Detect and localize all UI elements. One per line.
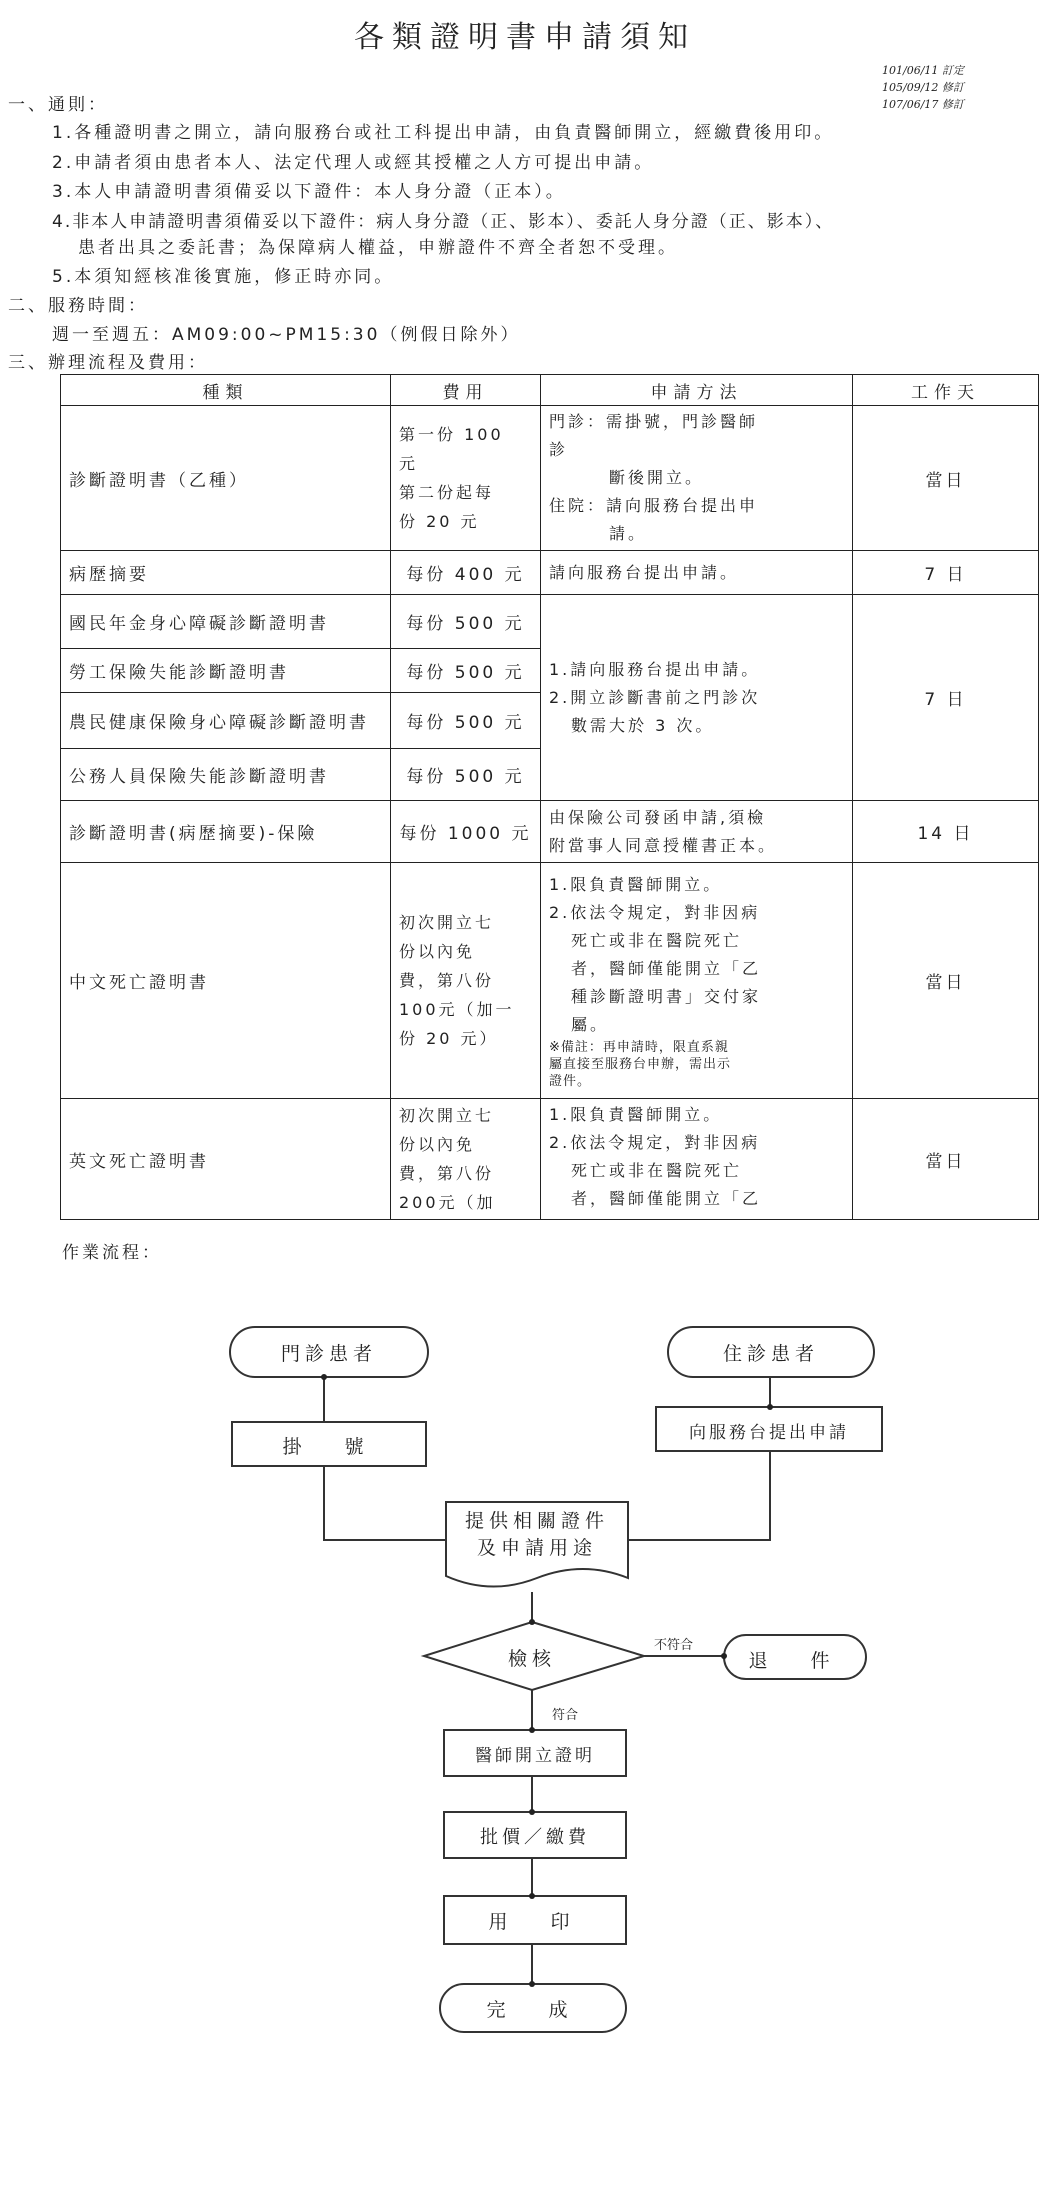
fee-cell	[391, 1099, 541, 1220]
apply-label: 向服務台提出申請	[689, 1423, 849, 1443]
table-row	[61, 1099, 1039, 1220]
table-row	[61, 863, 1039, 1099]
fee-line: 份以內免	[399, 942, 476, 961]
outpatient-label: 門診患者	[280, 1343, 377, 1365]
fee-cell: 每份 500 元	[391, 649, 541, 693]
provide-line: 提供相關證件	[464, 1510, 609, 1532]
method-line: 門診：需掛號，門診醫師	[549, 412, 759, 431]
table-row	[61, 551, 1039, 595]
table-header-row	[61, 375, 1039, 406]
fee-line: 費，第八份	[399, 971, 495, 990]
method-line: 1.請向服務台提出申請。	[549, 659, 761, 679]
method-line: 數需大於 3 次。	[571, 715, 715, 735]
type-cell: 勞工保險失能診斷證明書	[61, 649, 391, 693]
group-days-cell: 7 日	[853, 595, 1039, 801]
type-cell: 國民年金身心障礙診斷證明書	[61, 595, 391, 649]
fee-line: 第二份起每	[399, 483, 495, 502]
days-cell: 當日	[853, 1099, 1039, 1220]
fee-line: 份 20 元	[399, 512, 480, 531]
general-item: 2.申請者須由患者本人、法定代理人或經其授權之人方可提出申請。	[52, 153, 655, 173]
method-line: 者，醫師僅能開立「乙	[571, 1189, 762, 1208]
revision-history	[882, 62, 964, 113]
method-line: 者，醫師僅能開立「乙	[571, 959, 762, 978]
section-general-heading: 一、通則：	[8, 95, 108, 115]
method-line: 附當事人同意授權書正本。	[549, 835, 778, 855]
connector-dot	[321, 1374, 327, 1380]
fee-cell: 每份 500 元	[391, 749, 541, 801]
method-line: 診	[549, 440, 569, 459]
connector-dot	[767, 1404, 773, 1410]
note-line: ※備註：再申請時，限直系親	[549, 1040, 729, 1055]
method-line: 2.依法令規定，對非因病	[549, 903, 761, 922]
return-label: 退 件	[748, 1650, 842, 1672]
table-row	[61, 801, 1039, 863]
general-item: 4.非本人申請證明書須備妥以下證件：病人身分證（正、影本）、委託人身分證（正、影本）、	[52, 212, 835, 232]
connector-line	[628, 1451, 770, 1540]
type-cell: 病歷摘要	[61, 551, 391, 595]
method-line: 屬。	[571, 1015, 610, 1034]
fee-cell: 每份 500 元	[391, 595, 541, 649]
method-line: 2.開立診斷書前之門診次	[549, 687, 761, 707]
section-hours-heading: 二、服務時間：	[8, 296, 148, 316]
doctor-label: 醫師開立證明	[475, 1746, 595, 1766]
method-line: 由保險公司發函申請,須檢	[549, 807, 767, 827]
fee-line: 費，第八份	[399, 1164, 495, 1183]
revision-line: 105/09/12 修訂	[882, 81, 964, 94]
group-method-cell	[541, 595, 853, 801]
revision-line: 107/06/17 修訂	[882, 98, 964, 111]
method-line: 種診斷證明書」交付家	[571, 987, 762, 1006]
connector-dot	[529, 1893, 535, 1899]
page-title: 各類證明書申請須知	[354, 20, 696, 55]
column-header: 申請方法	[541, 375, 853, 406]
fee-cell: 每份 1000 元	[391, 801, 541, 863]
method-line: 2.依法令規定，對非因病	[549, 1133, 761, 1152]
fee-line: 第一份 100	[399, 425, 504, 444]
method-line: 斷後開立。	[609, 468, 705, 487]
fee-cell	[391, 863, 541, 1099]
general-item: 1.各種證明書之開立，請向服務台或社工科提出申請，由負責醫師開立，經繳費後用印。	[52, 123, 835, 143]
fee-line: 份以內免	[399, 1135, 476, 1154]
type-cell: 英文死亡證明書	[61, 1099, 391, 1220]
fail-label: 不符合	[654, 1638, 694, 1653]
provide-label	[446, 1508, 628, 1562]
type-cell: 診斷證明書（乙種）	[61, 406, 391, 551]
note-line: 證件。	[549, 1074, 592, 1089]
method-cell	[541, 863, 853, 1099]
connector-line	[324, 1466, 446, 1540]
fee-line: 初次開立七	[399, 1106, 495, 1125]
connector-dot	[529, 1981, 535, 1987]
provide-line: 及申請用途	[476, 1537, 597, 1559]
type-cell: 公務人員保險失能診斷證明書	[61, 749, 391, 801]
column-header: 工作天	[853, 375, 1039, 406]
days-cell: 當日	[853, 863, 1039, 1099]
fee-line: 100元（加一	[399, 1000, 515, 1019]
fee-cell: 每份 500 元	[391, 693, 541, 749]
fee-line: 份 20 元）	[399, 1029, 499, 1048]
connector-dot	[529, 1727, 535, 1733]
fee-cell	[391, 406, 541, 551]
days-cell: 14 日	[853, 801, 1039, 863]
column-header: 種類	[61, 375, 391, 406]
pay-label: 批價／繳費	[480, 1827, 590, 1848]
note-line: 屬直接至服務台申辦，需出示	[549, 1057, 732, 1072]
method-cell: 請向服務台提出申請。	[541, 551, 853, 595]
days-cell: 7 日	[853, 551, 1039, 595]
revision-line: 101/06/11 訂定	[882, 64, 964, 77]
method-cell	[541, 801, 853, 863]
stamp-label: 用 印	[488, 1911, 582, 1933]
done-label: 完 成	[486, 1999, 580, 2021]
fee-cell: 每份 400 元	[391, 551, 541, 595]
flow-heading: 作業流程：	[62, 1243, 162, 1263]
method-cell	[541, 406, 853, 551]
method-line: 死亡或非在醫院死亡	[571, 1161, 743, 1180]
days-cell: 當日	[853, 406, 1039, 551]
column-header: 費用	[391, 375, 541, 406]
table-row	[61, 595, 1039, 649]
fee-table	[60, 374, 1039, 1220]
connector-dot	[529, 1619, 535, 1625]
general-item-continued: 患者出具之委託書；為保障病人權益，申辦證件不齊全者恕不受理。	[78, 238, 678, 258]
type-cell: 農民健康保險身心障礙診斷證明書	[61, 693, 391, 749]
method-line: 死亡或非在醫院死亡	[571, 931, 743, 950]
method-line: 1.限負責醫師開立。	[549, 875, 723, 894]
method-line: 1.限負責醫師開立。	[549, 1105, 723, 1124]
method-line: 請。	[609, 524, 648, 543]
table-row	[61, 406, 1039, 551]
pass-label: 符合	[552, 1708, 579, 1723]
process-flowchart	[0, 1230, 1050, 2130]
section-process-heading: 三、辦理流程及費用：	[8, 353, 208, 373]
connector-dot	[529, 1809, 535, 1815]
check-label: 檢核	[507, 1648, 556, 1670]
type-cell: 中文死亡證明書	[61, 863, 391, 1099]
general-item: 5.本須知經核准後實施，修正時亦同。	[52, 267, 395, 287]
register-label: 掛 號	[282, 1436, 376, 1458]
fee-line: 元	[399, 454, 419, 473]
fee-line: 200元（加	[399, 1193, 496, 1212]
inpatient-label: 住診患者	[722, 1343, 819, 1365]
type-cell: 診斷證明書(病歷摘要)-保險	[61, 801, 391, 863]
fee-line: 初次開立七	[399, 913, 495, 932]
method-line: 住院：請向服務台提出申	[549, 496, 759, 515]
service-hours-text: 週一至週五：AM09:00~PM15:30（例假日除外）	[52, 325, 521, 345]
general-item: 3.本人申請證明書須備妥以下證件：本人身分證（正本）。	[52, 182, 566, 202]
remark-note	[549, 1039, 844, 1090]
method-cell	[541, 1099, 853, 1220]
